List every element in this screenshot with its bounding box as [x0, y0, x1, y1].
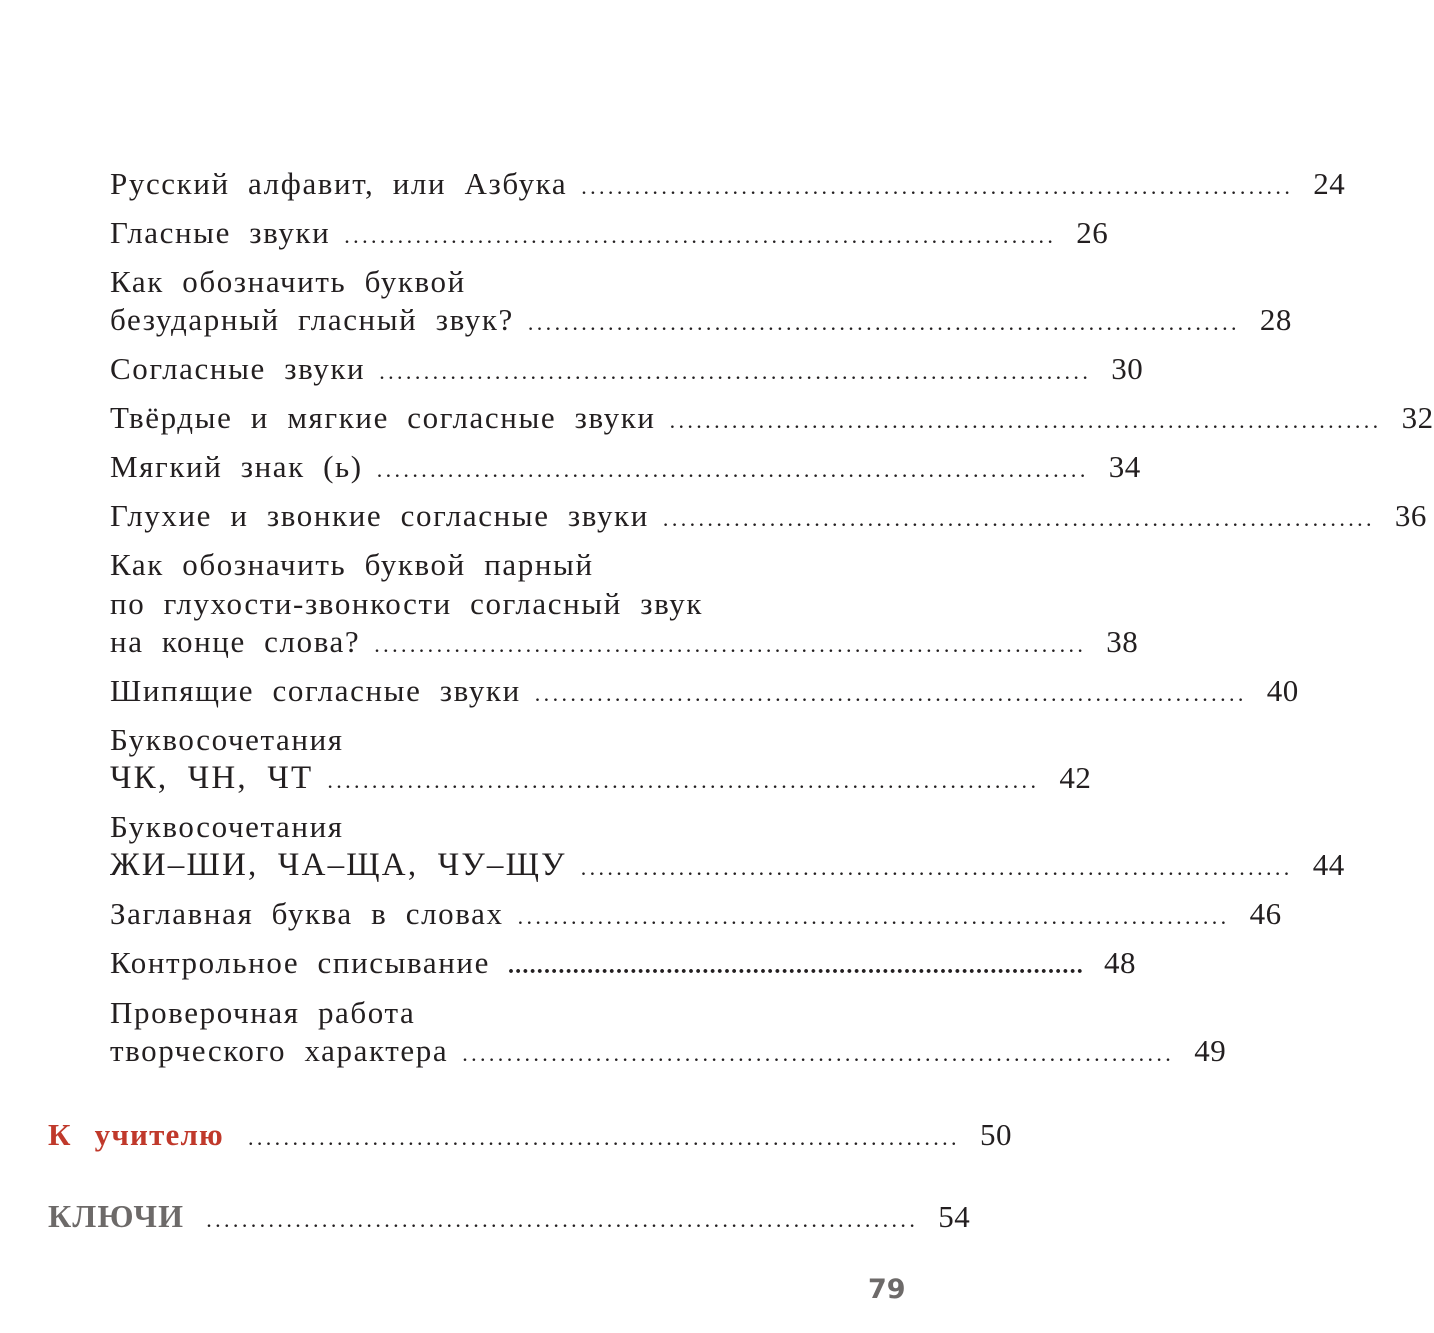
toc-entry[interactable]	[110, 944, 1136, 985]
toc-entry-title: по глухости-звонкости согласный звук	[110, 586, 704, 621]
toc-entry[interactable]	[110, 350, 1144, 391]
toc-entry-page: 36	[1394, 498, 1427, 533]
toc-entry-title: Как обозначить буквой парный	[110, 547, 594, 582]
dot-leader: ................................................................................	[580, 855, 1293, 880]
toc-entry-title: Как обозначить буквой	[110, 264, 466, 299]
toc-entry-page: 28	[1259, 302, 1292, 337]
toc-entry-line	[110, 585, 896, 623]
toc-entry[interactable]	[110, 672, 1299, 713]
toc-entry-title: Мягкий знак (ь)	[110, 449, 363, 484]
toc-entry-page: 26	[1076, 215, 1109, 250]
dot-leader: ................................................................................	[507, 953, 1084, 979]
toc-entry-line	[110, 721, 896, 759]
toc-entry-page: 46	[1249, 896, 1282, 931]
toc-entry-title: ЧК, ЧН, ЧТ	[110, 760, 314, 796]
dot-leader: ................................................................................	[534, 681, 1247, 706]
dot-leader: ................................................................................	[379, 359, 1092, 384]
toc-entry-line	[110, 546, 896, 584]
dot-leader: ................................................................................	[662, 506, 1375, 531]
toc-entry-title: Контрольное списывание	[110, 945, 490, 980]
toc-entry-line	[110, 808, 896, 846]
toc-entry-title: Твёрдые и мягкие согласные звуки	[110, 400, 656, 435]
section-page: 54	[938, 1199, 971, 1234]
toc-entry-page: 38	[1106, 624, 1139, 659]
toc-section-teacher[interactable]	[48, 1116, 1012, 1157]
toc-section-keys[interactable]	[48, 1197, 971, 1239]
toc-entry[interactable]	[110, 165, 1346, 206]
dot-leader: ................................................................................	[669, 408, 1382, 433]
toc-entry-title: Глухие и звонкие согласные звуки	[110, 498, 649, 533]
toc-entry-title: Заглавная буква в словах	[110, 896, 504, 931]
toc-entry-title: Шипящие согласные звуки	[110, 673, 521, 708]
toc-entry-title: Проверочная работа	[110, 995, 416, 1030]
dot-leader: ................................................................................	[374, 632, 1087, 657]
toc-entry-title: Согласные звуки	[110, 351, 366, 386]
toc-entry-title: Буквосочетания	[110, 722, 344, 757]
dot-leader: ................................................................................	[462, 1041, 1175, 1066]
toc-entry-page: 42	[1059, 760, 1092, 795]
toc-entry-page: 32	[1401, 400, 1434, 435]
toc-entry[interactable]	[110, 1032, 1227, 1073]
toc-entry-page: 34	[1108, 449, 1141, 484]
dot-leader: ................................................................................	[206, 1207, 919, 1232]
dot-leader: ................................................................................	[247, 1125, 960, 1150]
toc-entry-title: творческого характера	[110, 1033, 449, 1068]
toc-entry-page: 48	[1103, 945, 1136, 980]
toc-entry-page: 49	[1194, 1033, 1227, 1068]
toc-entry-title: безударный гласный звук?	[110, 302, 514, 337]
section-page: 50	[979, 1117, 1012, 1152]
section-title: КЛЮЧИ	[48, 1198, 185, 1234]
toc-entry[interactable]	[110, 301, 1292, 342]
toc-entry[interactable]	[110, 846, 1345, 887]
toc-entry-page: 40	[1266, 673, 1299, 708]
dot-leader: ................................................................................	[527, 310, 1240, 335]
toc-entry[interactable]	[110, 623, 1139, 664]
toc-entry-page: 44	[1312, 847, 1345, 882]
toc-entry-title: Русский алфавит, или Азбука	[110, 166, 568, 201]
page-number: 79	[868, 1274, 906, 1305]
dot-leader: ................................................................................	[517, 904, 1230, 929]
toc-entry-line	[110, 994, 896, 1032]
toc-entry-title: Буквосочетания	[110, 809, 344, 844]
toc-entry[interactable]	[110, 214, 1109, 255]
section-title: К учителю	[48, 1117, 224, 1152]
toc-entry-line	[110, 263, 896, 301]
dot-leader: ................................................................................	[344, 223, 1057, 248]
dot-leader: ................................................................................	[376, 457, 1089, 482]
toc-entry[interactable]	[110, 759, 1092, 800]
toc-entry-page: 24	[1313, 166, 1346, 201]
toc-entry[interactable]	[110, 448, 1141, 489]
toc-entry-title: на конце слова?	[110, 624, 361, 659]
toc-entry-title: ЖИ–ШИ, ЧА–ЩА, ЧУ–ЩУ	[110, 847, 567, 883]
toc-entry[interactable]	[110, 399, 1434, 440]
dot-leader: ................................................................................	[581, 174, 1294, 199]
dot-leader: ................................................................................	[327, 768, 1040, 793]
toc-entry-page: 30	[1111, 351, 1144, 386]
toc-entry-title: Гласные звуки	[110, 215, 331, 250]
toc-entry[interactable]	[110, 895, 1282, 936]
toc-entry[interactable]	[110, 497, 1427, 538]
